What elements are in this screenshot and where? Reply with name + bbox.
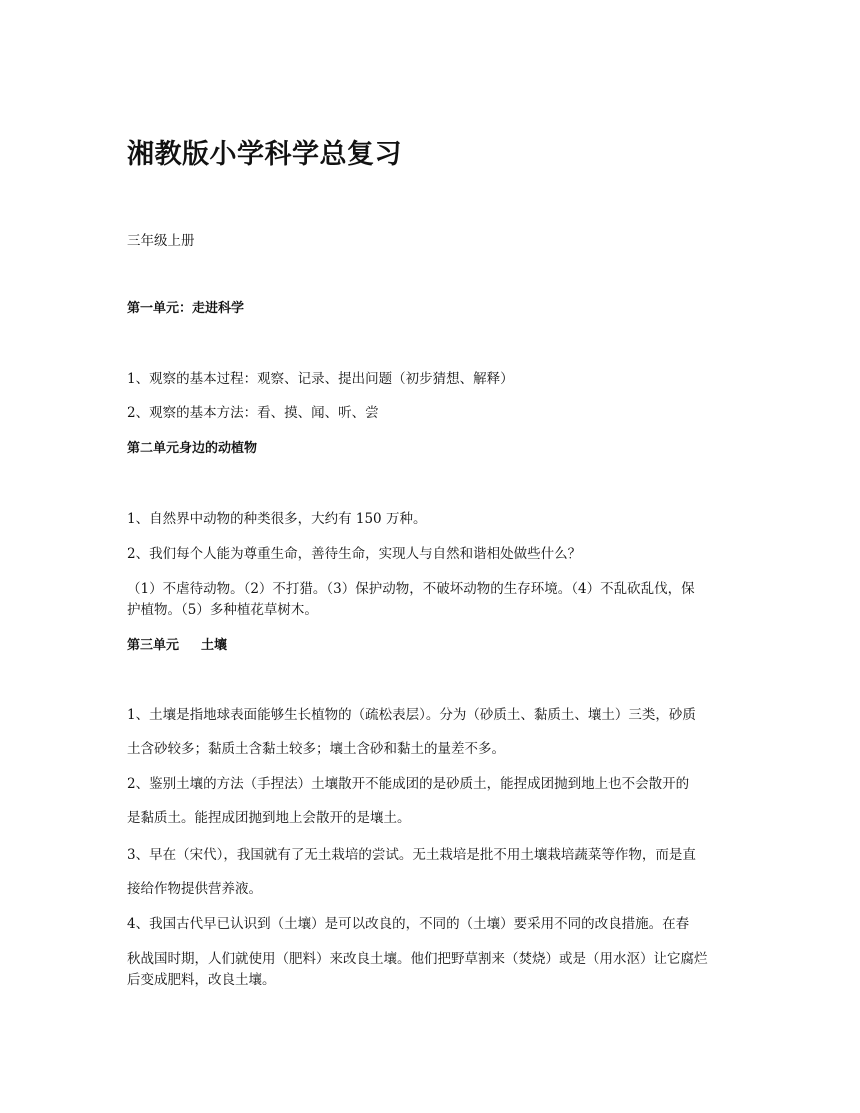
unit3-line-1: 1、土壤是指地球表面能够生长植物的（疏松表层）。分为（砂质土、黏质土、壤土）三类，砂质	[127, 707, 696, 723]
unit1-item-1: 1、观察的基本过程：观察、记录、提出问题（初步猜想、解释）	[127, 371, 514, 387]
unit3-line-3: 2、鉴别土壤的方法（手捏法）土壤散开不能成团的是砂质土，能捏成团抛到地上也不会散开的	[127, 776, 690, 792]
unit3-heading-number: 第三单元	[127, 638, 180, 653]
unit2-heading: 第二单元身边的动植物	[127, 441, 258, 456]
unit1-item-2: 2、观察的基本方法：看、摸、闻、听、尝	[127, 405, 379, 421]
unit1-heading: 第一单元：走进科学	[127, 301, 245, 316]
unit2-answer-line-1: （1）不虐待动物。（2）不打猎。（3）保护动物，不破坏动物的生存环境。（4）不乱砍乱伐，保	[127, 581, 695, 597]
unit2-answer-line-2: 护植物。（5）多种植花草树木。	[127, 602, 318, 618]
page-title: 湘教版小学科学总复习	[127, 139, 402, 170]
unit3-heading	[127, 637, 227, 655]
unit3-line-7: 4、我国古代早已认识到（土壤）是可以改良的，不同的（土壤）要采用不同的改良措施。在春	[127, 916, 690, 932]
unit2-item-2: 2、我们每个人能为尊重生命，善待生命，实现人与自然和谐相处做些什么？	[127, 546, 582, 562]
unit2-item-1: 1、自然界中动物的种类很多，大约有 150 万种。	[127, 511, 427, 527]
unit3-line-8: 秋战国时期，人们就使用（肥料）来改良土壤。他们把野草割来（焚烧）或是（用水沤）让它腐烂	[127, 951, 708, 967]
unit3-line-4: 是黏质土。能捏成团抛到地上会散开的是壤土。	[127, 810, 411, 826]
unit3-line-2: 土含砂较多；黏质土含黏土较多；壤土含砂和黏土的量差不多。	[127, 741, 505, 757]
unit3-line-5: 3、早在（宋代），我国就有了无土栽培的尝试。无土栽培是批不用土壤栽培蔬菜等作物，而是直	[127, 847, 696, 863]
grade-label: 三年级上册	[127, 233, 195, 249]
unit3-heading-topic: 土壤	[201, 638, 228, 653]
unit3-line-6: 接给作物提供营养液。	[127, 881, 262, 897]
unit3-line-9: 后变成肥料，改良土壤。	[127, 972, 276, 988]
